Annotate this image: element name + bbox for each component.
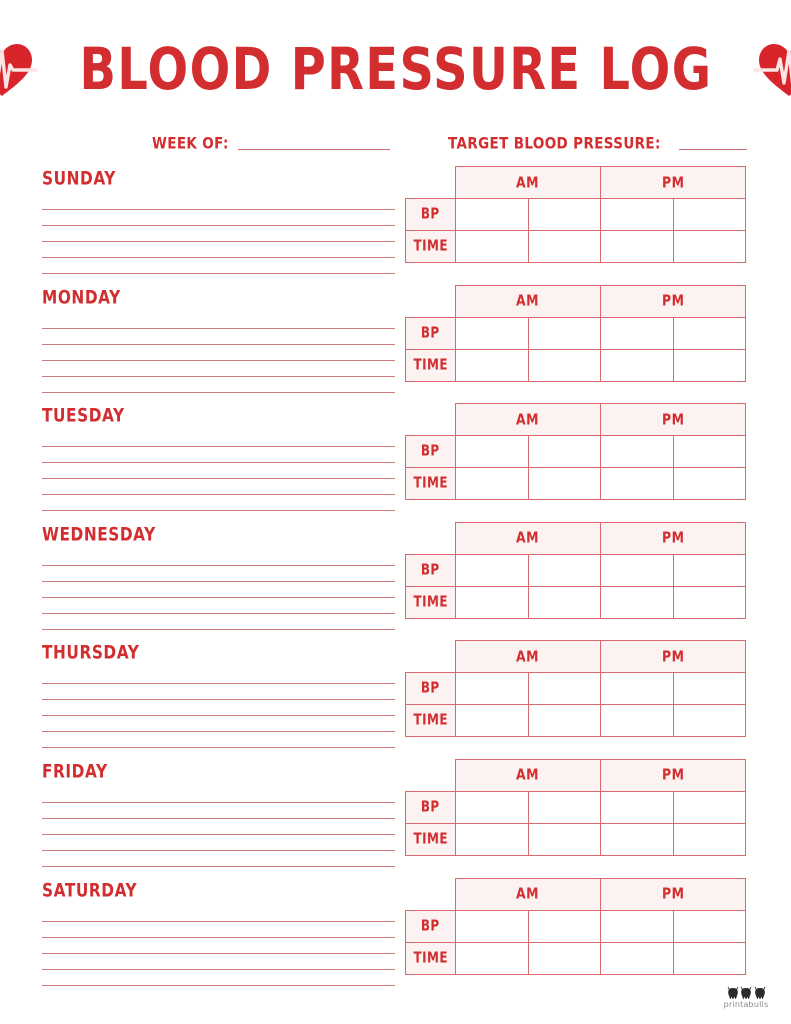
table-header-row <box>406 641 746 673</box>
reading-entry-cell[interactable] <box>528 823 601 855</box>
column-group-header <box>456 522 601 554</box>
table-corner-cell <box>406 522 456 554</box>
writing-line[interactable] <box>42 210 395 226</box>
reading-entry-cell[interactable] <box>673 791 746 823</box>
brand-name: printabulls <box>723 999 769 1009</box>
target-blood-pressure-label: TARGET BLOOD PRESSURE: <box>447 134 661 153</box>
heart-heartbeat-icon-right <box>753 39 791 101</box>
row-label-text: TIME <box>413 949 448 967</box>
reading-entry-cell[interactable] <box>601 791 674 823</box>
writing-line[interactable] <box>42 194 395 210</box>
writing-line[interactable] <box>42 700 395 716</box>
row-label-text: BP <box>421 917 440 935</box>
row-label-text: BP <box>421 443 440 461</box>
reading-entry-cell[interactable] <box>456 673 529 705</box>
table-row <box>406 436 746 468</box>
bp-reading-table <box>405 878 746 975</box>
bp-reading-table <box>405 640 746 737</box>
writing-line[interactable] <box>42 550 395 566</box>
reading-entry-cell[interactable] <box>456 317 529 349</box>
column-group-header-text: PM <box>661 647 685 666</box>
day-name-label: THURSDAY <box>42 642 140 664</box>
notes-writing-lines <box>42 668 395 748</box>
table-header-row <box>406 167 746 199</box>
writing-line[interactable] <box>42 922 395 938</box>
notes-writing-lines <box>42 906 395 986</box>
column-group-header-text: AM <box>516 766 540 785</box>
reading-entry-cell[interactable] <box>456 349 529 381</box>
day-section <box>0 759 791 878</box>
reading-entry-cell[interactable] <box>673 317 746 349</box>
reading-entry-cell[interactable] <box>528 468 601 500</box>
notes-writing-lines <box>42 194 395 274</box>
table-corner-cell <box>406 641 456 673</box>
table-header-row <box>406 522 746 554</box>
writing-line[interactable] <box>42 803 395 819</box>
day-name-label: MONDAY <box>42 286 121 308</box>
page-header <box>0 34 791 106</box>
page-title: BLOOD PRESSURE LOG <box>79 36 712 104</box>
reading-entry-cell[interactable] <box>601 231 674 263</box>
reading-entry-cell[interactable] <box>528 705 601 737</box>
column-group-header-text: PM <box>661 173 685 192</box>
writing-line[interactable] <box>42 614 395 630</box>
column-group-header-text: AM <box>516 173 540 192</box>
column-group-header-text: PM <box>661 766 685 785</box>
day-section <box>0 166 791 285</box>
column-group-header <box>456 878 601 910</box>
writing-line[interactable] <box>42 582 395 598</box>
heart-heartbeat-icon-left <box>0 39 38 101</box>
writing-line[interactable] <box>42 361 395 377</box>
bp-reading-table <box>405 166 746 263</box>
row-label-text: BP <box>421 561 440 579</box>
three-bulls-icon <box>715 986 777 999</box>
column-group-header <box>601 285 746 317</box>
row-label-text: TIME <box>413 237 448 256</box>
writing-line[interactable] <box>42 732 395 748</box>
table-row <box>406 317 746 349</box>
row-label-text: TIME <box>413 475 448 493</box>
table-row <box>406 942 746 974</box>
column-group-header <box>601 167 746 199</box>
reading-entry-cell[interactable] <box>528 586 601 618</box>
notes-writing-lines <box>42 550 395 630</box>
table-header-row <box>406 759 746 791</box>
writing-line[interactable] <box>42 258 395 274</box>
reading-entry-cell[interactable] <box>456 910 529 942</box>
day-section <box>0 403 791 522</box>
row-label-cell <box>406 910 456 942</box>
table-row <box>406 673 746 705</box>
reading-entry-cell[interactable] <box>456 942 529 974</box>
column-group-header-text: AM <box>516 884 540 904</box>
reading-entry-cell[interactable] <box>601 554 674 586</box>
reading-entry-cell[interactable] <box>456 554 529 586</box>
day-section <box>0 640 791 759</box>
reading-entry-cell[interactable] <box>528 317 601 349</box>
table-row <box>406 199 746 231</box>
reading-entry-cell[interactable] <box>456 436 529 468</box>
day-name-label: SATURDAY <box>42 879 138 901</box>
column-group-header-text: AM <box>516 647 540 666</box>
meta-row <box>0 126 791 152</box>
table-corner-cell <box>406 759 456 791</box>
notes-writing-lines <box>42 313 395 393</box>
reading-entry-cell[interactable] <box>528 673 601 705</box>
day-name-label: FRIDAY <box>42 760 108 783</box>
reading-entry-cell[interactable] <box>528 199 601 231</box>
column-group-header <box>456 759 601 791</box>
row-label-text: BP <box>421 798 440 817</box>
column-group-header <box>456 167 601 199</box>
writing-line[interactable] <box>42 851 395 867</box>
reading-entry-cell[interactable] <box>673 705 746 737</box>
column-group-header-text: PM <box>661 884 685 904</box>
reading-entry-cell[interactable] <box>528 436 601 468</box>
reading-entry-cell[interactable] <box>673 436 746 468</box>
writing-line[interactable] <box>42 970 395 986</box>
day-sections-container <box>0 166 791 996</box>
table-row <box>406 910 746 942</box>
writing-line[interactable] <box>42 787 395 803</box>
row-label-cell <box>406 823 456 855</box>
table-row <box>406 791 746 823</box>
column-group-header <box>456 404 601 436</box>
writing-line[interactable] <box>42 598 395 614</box>
day-section <box>0 522 791 641</box>
row-label-text: TIME <box>413 830 448 849</box>
day-section <box>0 878 791 997</box>
column-group-header-text: PM <box>661 410 685 429</box>
reading-entry-cell[interactable] <box>673 231 746 263</box>
reading-entry-cell[interactable] <box>673 554 746 586</box>
writing-line[interactable] <box>42 716 395 732</box>
table-corner-cell <box>406 285 456 317</box>
reading-entry-cell[interactable] <box>456 823 529 855</box>
row-label-cell <box>406 673 456 705</box>
row-label-cell <box>406 317 456 349</box>
table-row <box>406 586 746 618</box>
reading-entry-cell[interactable] <box>673 673 746 705</box>
column-group-header-text: PM <box>661 291 685 311</box>
column-group-header <box>456 285 601 317</box>
writing-line[interactable] <box>42 447 395 463</box>
table-corner-cell <box>406 878 456 910</box>
writing-line[interactable] <box>42 906 395 922</box>
reading-entry-cell[interactable] <box>601 349 674 381</box>
target-blood-pressure-input-line[interactable] <box>679 149 747 150</box>
row-label-text: BP <box>421 680 440 698</box>
reading-entry-cell[interactable] <box>456 468 529 500</box>
day-name-label: SUNDAY <box>42 167 116 190</box>
column-group-header <box>601 759 746 791</box>
row-label-cell <box>406 586 456 618</box>
week-of-field[interactable] <box>152 134 390 153</box>
table-row <box>406 231 746 263</box>
day-name-label: TUESDAY <box>42 404 125 427</box>
reading-entry-cell[interactable] <box>601 586 674 618</box>
writing-line[interactable] <box>42 463 395 479</box>
row-label-cell <box>406 554 456 586</box>
writing-line[interactable] <box>42 566 395 582</box>
row-label-cell <box>406 349 456 381</box>
table-header-row <box>406 285 746 317</box>
reading-entry-cell[interactable] <box>528 942 601 974</box>
table-corner-cell <box>406 404 456 436</box>
row-label-text: BP <box>421 205 440 224</box>
reading-entry-cell[interactable] <box>456 791 529 823</box>
day-section <box>0 285 791 404</box>
column-group-header-text: PM <box>661 529 685 548</box>
table-header-row <box>406 878 746 910</box>
writing-line[interactable] <box>42 313 395 329</box>
week-of-label: WEEK OF: <box>152 134 229 153</box>
table-row <box>406 705 746 737</box>
column-group-header-text: AM <box>516 410 540 429</box>
writing-line[interactable] <box>42 242 395 258</box>
reading-entry-cell[interactable] <box>456 586 529 618</box>
column-group-header <box>456 641 601 673</box>
bp-reading-table <box>405 759 746 856</box>
reading-entry-cell[interactable] <box>528 554 601 586</box>
row-label-cell <box>406 791 456 823</box>
table-row <box>406 468 746 500</box>
row-label-cell <box>406 468 456 500</box>
column-group-header <box>601 641 746 673</box>
bp-reading-table <box>405 285 746 382</box>
reading-entry-cell[interactable] <box>601 673 674 705</box>
writing-line[interactable] <box>42 431 395 447</box>
writing-line[interactable] <box>42 226 395 242</box>
reading-entry-cell[interactable] <box>601 199 674 231</box>
writing-line[interactable] <box>42 479 395 495</box>
writing-line[interactable] <box>42 329 395 345</box>
week-of-input-line[interactable] <box>238 149 390 150</box>
bp-reading-table <box>405 403 746 500</box>
writing-line[interactable] <box>42 377 395 393</box>
reading-entry-cell[interactable] <box>528 910 601 942</box>
writing-line[interactable] <box>42 819 395 835</box>
column-group-header-text: AM <box>516 291 540 311</box>
table-row <box>406 349 746 381</box>
reading-entry-cell[interactable] <box>528 231 601 263</box>
table-header-row <box>406 404 746 436</box>
row-label-cell <box>406 942 456 974</box>
column-group-header <box>601 878 746 910</box>
writing-line[interactable] <box>42 495 395 511</box>
reading-entry-cell[interactable] <box>601 910 674 942</box>
writing-line[interactable] <box>42 684 395 700</box>
table-row <box>406 554 746 586</box>
table-corner-cell <box>406 167 456 199</box>
notes-writing-lines <box>42 431 395 511</box>
reading-entry-cell[interactable] <box>601 823 674 855</box>
row-label-cell <box>406 199 456 231</box>
row-label-cell <box>406 231 456 263</box>
reading-entry-cell[interactable] <box>528 791 601 823</box>
day-name-label: WEDNESDAY <box>42 523 156 545</box>
reading-entry-cell[interactable] <box>601 317 674 349</box>
reading-entry-cell[interactable] <box>673 199 746 231</box>
writing-line[interactable] <box>42 835 395 851</box>
row-label-text: TIME <box>413 356 448 374</box>
row-label-text: TIME <box>413 712 448 730</box>
bp-reading-table <box>405 522 746 619</box>
row-label-text: TIME <box>413 593 448 611</box>
target-blood-pressure-field[interactable] <box>447 134 748 153</box>
reading-entry-cell[interactable] <box>673 349 746 381</box>
row-label-cell <box>406 705 456 737</box>
reading-entry-cell[interactable] <box>456 231 529 263</box>
writing-line[interactable] <box>42 954 395 970</box>
reading-entry-cell[interactable] <box>601 705 674 737</box>
reading-entry-cell[interactable] <box>673 823 746 855</box>
reading-entry-cell[interactable] <box>601 436 674 468</box>
writing-line[interactable] <box>42 345 395 361</box>
reading-entry-cell[interactable] <box>456 705 529 737</box>
footer-brand-logo <box>715 986 777 1010</box>
reading-entry-cell[interactable] <box>673 910 746 942</box>
reading-entry-cell[interactable] <box>456 199 529 231</box>
writing-line[interactable] <box>42 938 395 954</box>
column-group-header-text: AM <box>516 529 540 548</box>
reading-entry-cell[interactable] <box>673 468 746 500</box>
writing-line[interactable] <box>42 668 395 684</box>
reading-entry-cell[interactable] <box>673 942 746 974</box>
reading-entry-cell[interactable] <box>601 942 674 974</box>
table-row <box>406 823 746 855</box>
column-group-header <box>601 522 746 554</box>
reading-entry-cell[interactable] <box>601 468 674 500</box>
reading-entry-cell[interactable] <box>528 349 601 381</box>
row-label-text: BP <box>421 324 440 342</box>
notes-writing-lines <box>42 787 395 867</box>
row-label-cell <box>406 436 456 468</box>
reading-entry-cell[interactable] <box>673 586 746 618</box>
column-group-header <box>601 404 746 436</box>
